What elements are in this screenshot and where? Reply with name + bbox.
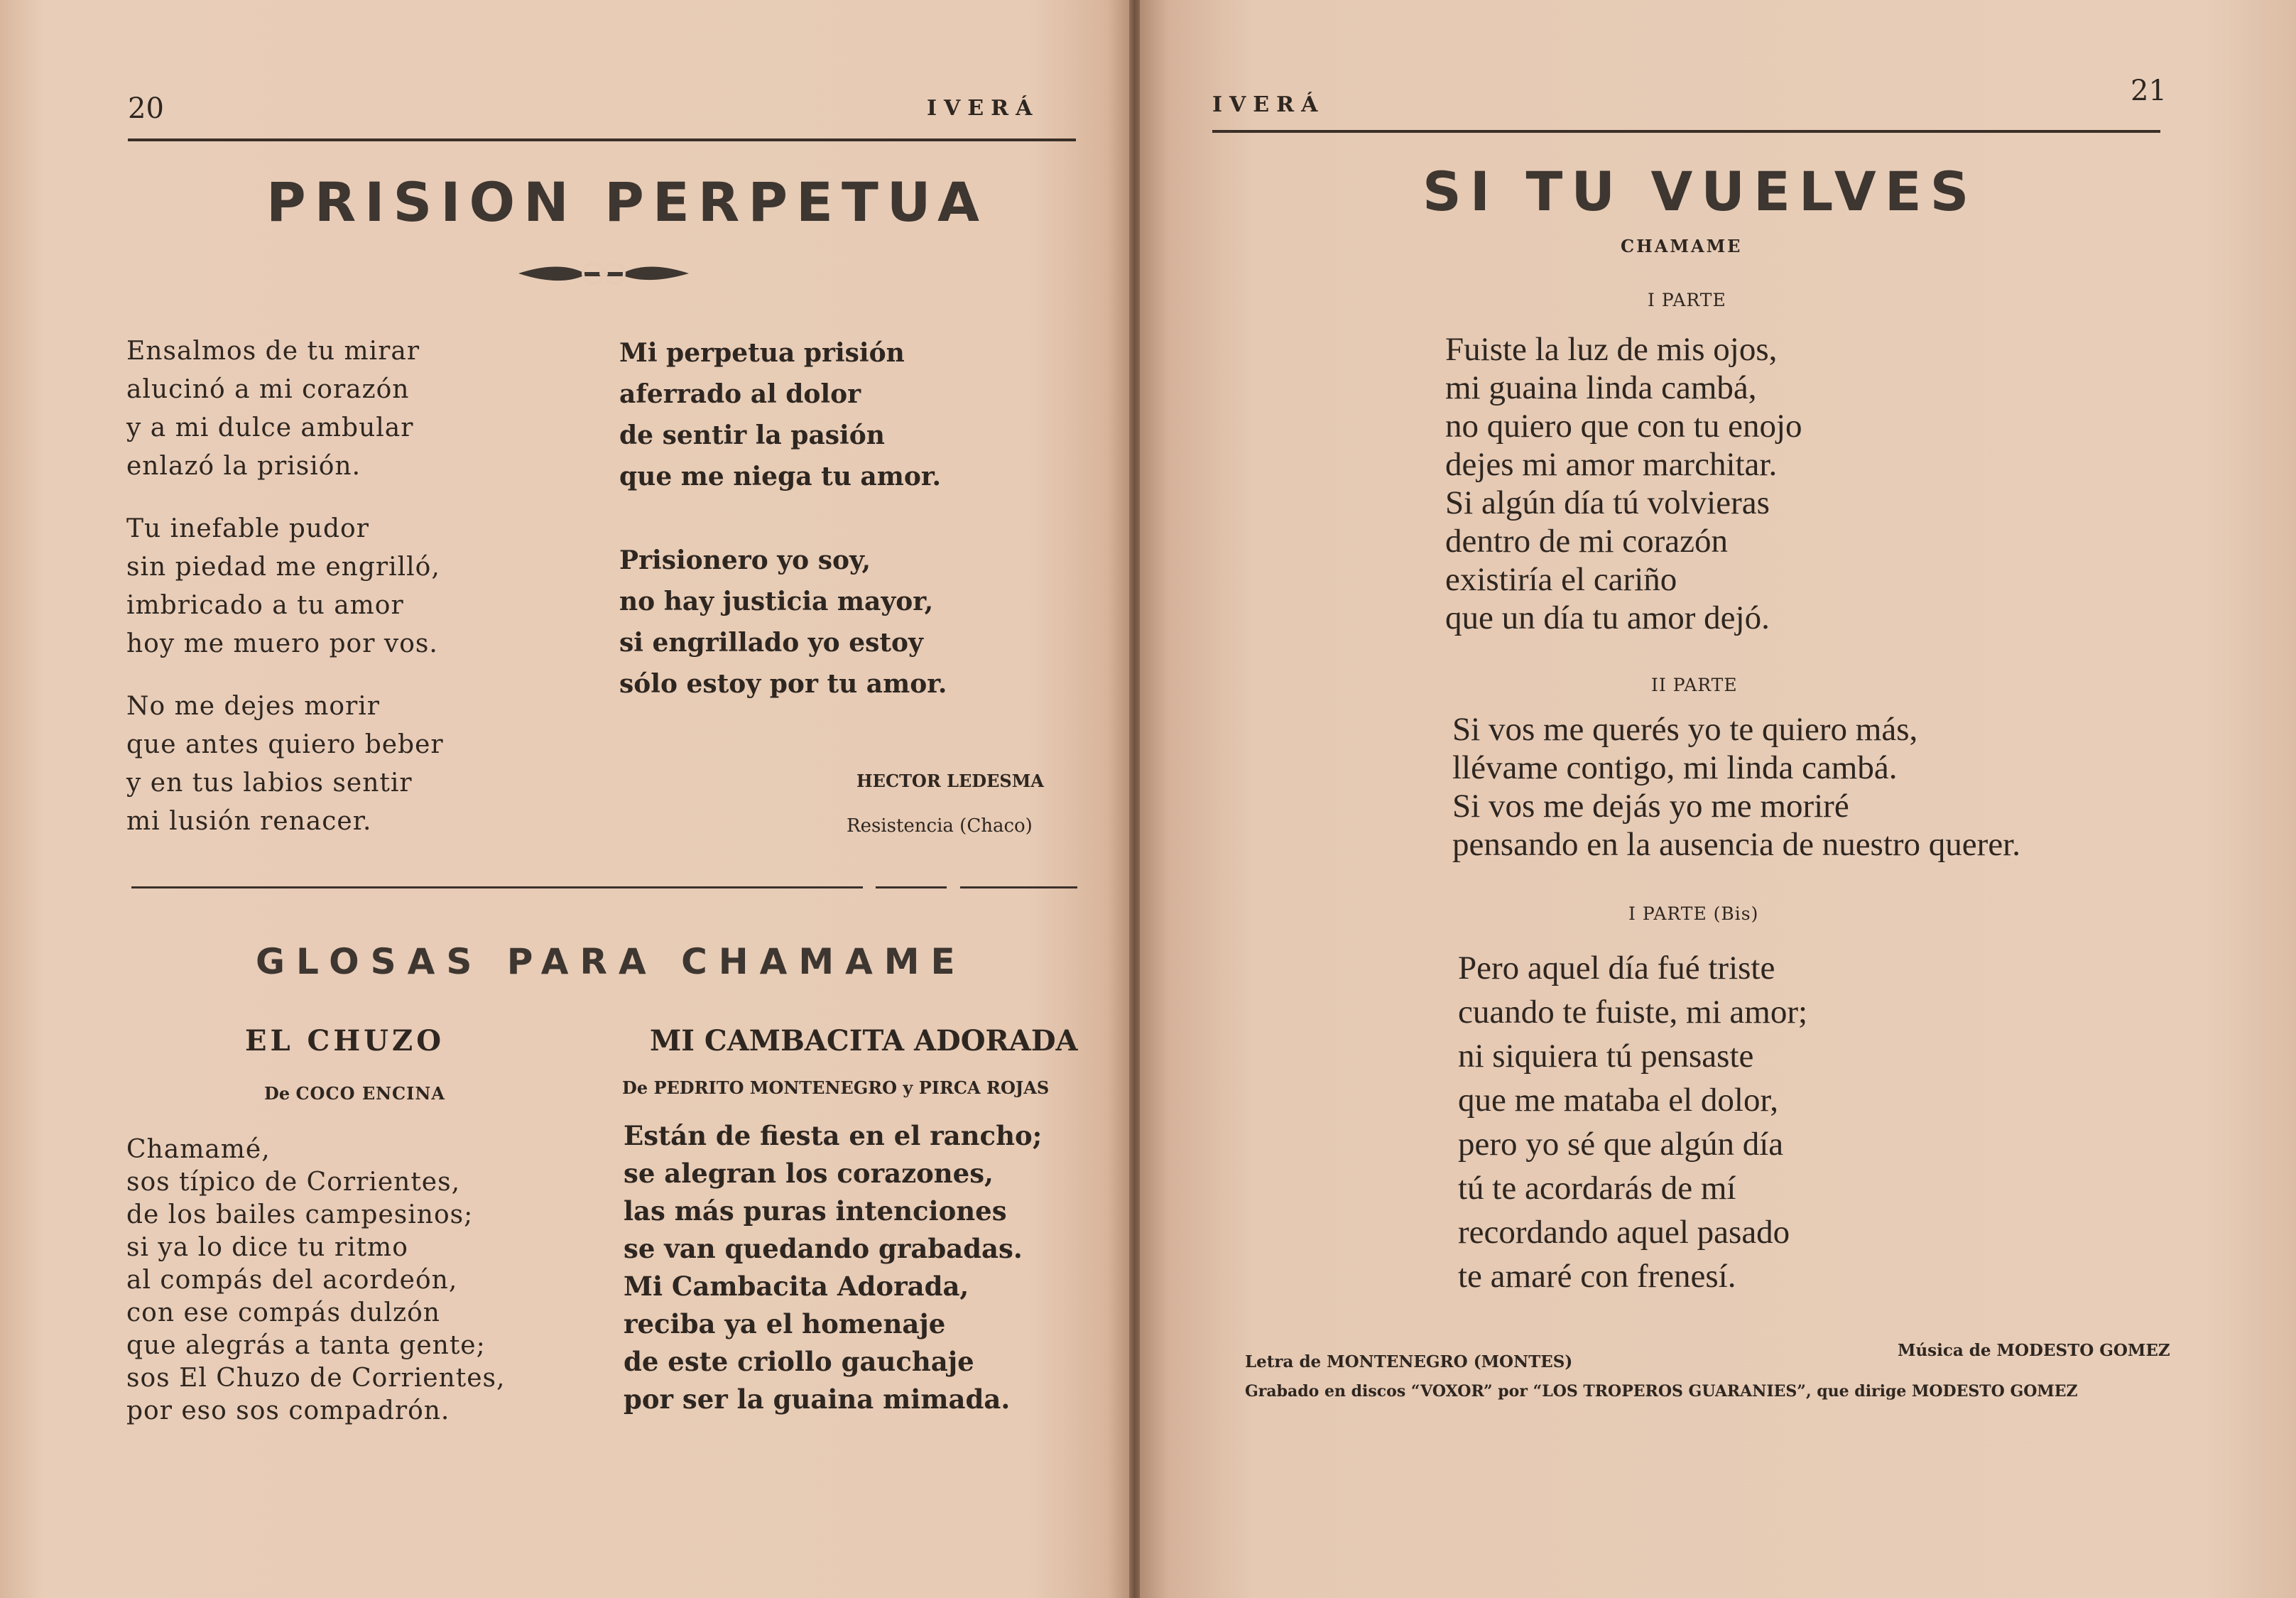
glosa-title: EL CHUZO (245, 1024, 445, 1058)
glosa-title: MI CAMBACITA ADORADA (650, 1024, 1078, 1058)
byline-prefix: De (264, 1083, 290, 1104)
stanza: Ensalmos de tu mirar alucinó a mi corazón y a mi dulce ambular enlazó la prisión. (126, 337, 420, 481)
running-head: IVERÁ (1212, 92, 1325, 117)
stanza: Prisionero yo soy, no hay justicia mayor, si engrillado yo estoy sólo estoy por tu amor. (619, 545, 947, 699)
page-number: 20 (128, 92, 164, 125)
poem-column-2 (619, 332, 947, 705)
poem-place: Resistencia (Chaco) (847, 815, 1033, 837)
recording-credit: Grabado en discos “VOXOR” por “LOS TROPEROS GUARANIES”, que dirige MODESTO GOMEZ (1245, 1382, 2078, 1401)
right-page (1140, 0, 2296, 1598)
poem-column-1 (126, 332, 444, 841)
song-part-2: Si vos me querés yo te quiero más, llévame contigo, mi linda cambá. Si vos me dejás yo me moriré pensando en la ausencia de nuestro querer. (1452, 711, 2020, 863)
part-label: II PARTE (1651, 675, 1738, 695)
song-part-1: Fuiste la luz de mis ojos, mi guaina linda cambá, no quiero que con tu enojo dejes mi amor marchitar. Si algún día tú volvieras dentro de mi corazón existiría el cariño que un día tu amor dejó. (1445, 331, 1802, 636)
section-title: GLOSAS PARA CHAMAME (256, 941, 967, 982)
page-number: 21 (2131, 75, 2167, 107)
lyrics-credit: Letra de MONTENEGRO (MONTES) (1245, 1352, 1573, 1371)
header-rule (128, 138, 1076, 141)
byline-prefix: De (622, 1077, 648, 1098)
part-label: I PARTE (1648, 290, 1726, 310)
glosa-byline (264, 1083, 445, 1104)
music-credit: Música de MODESTO GOMEZ (1898, 1341, 2170, 1360)
glosa-byline (622, 1077, 1049, 1098)
poem-title: PRISION PERPETUA (266, 170, 988, 234)
running-head: IVERÁ (927, 96, 1040, 121)
song-genre: CHAMAME (1621, 236, 1743, 256)
poem-author: HECTOR LEDESMA (856, 771, 1044, 791)
part-label: I PARTE (Bis) (1628, 903, 1759, 924)
song-part-3: Pero aquel día fué triste cuando te fuiste, mi amor; ni siquiera tú pensaste que me mataba el dolor, pero yo sé que algún día tú te acordarás de mí recordando aquel pasado te amaré con frenesí. (1458, 950, 1808, 1295)
byline-name: PEDRITO MONTENEGRO y PIRCA ROJAS (653, 1077, 1050, 1098)
section-divider (876, 886, 947, 888)
glosa-text: Están de fiesta en el rancho; se alegran los corazones, las más puras intenciones se van quedando grabadas. Mi Cambacita Adorada, reciba ya el homenaje de este criollo gauchaje por ser la guaina mimada. (624, 1120, 1043, 1415)
stanza: No me dejes morir que antes quiero beber y en tus labios sentir mi lusión renacer. (126, 692, 444, 836)
section-divider (131, 886, 863, 888)
header-rule (1212, 130, 2160, 133)
stanza: Mi perpetua prisión aferrado al dolor de sentir la pasión que me niega tu amor. (619, 338, 942, 491)
section-divider (960, 886, 1077, 888)
left-page (0, 0, 1129, 1598)
song-title: SI TU VUELVES (1422, 160, 1978, 223)
glosa-text: Chamamé, sos típico de Corrientes, de los bailes campesinos; si ya lo dice tu ritmo al compás del acordeón, con ese compás dulzón que alegrás a tanta gente; sos El Chuzo de Corrientes, por eso sos compadrón. (126, 1135, 506, 1425)
byline-name: COCO ENCINA (295, 1083, 445, 1104)
stanza: Tu inefable pudor sin piedad me engrilló, imbricado a tu amor hoy me muero por vos. (126, 514, 440, 658)
floral-ornament-icon (515, 252, 692, 295)
